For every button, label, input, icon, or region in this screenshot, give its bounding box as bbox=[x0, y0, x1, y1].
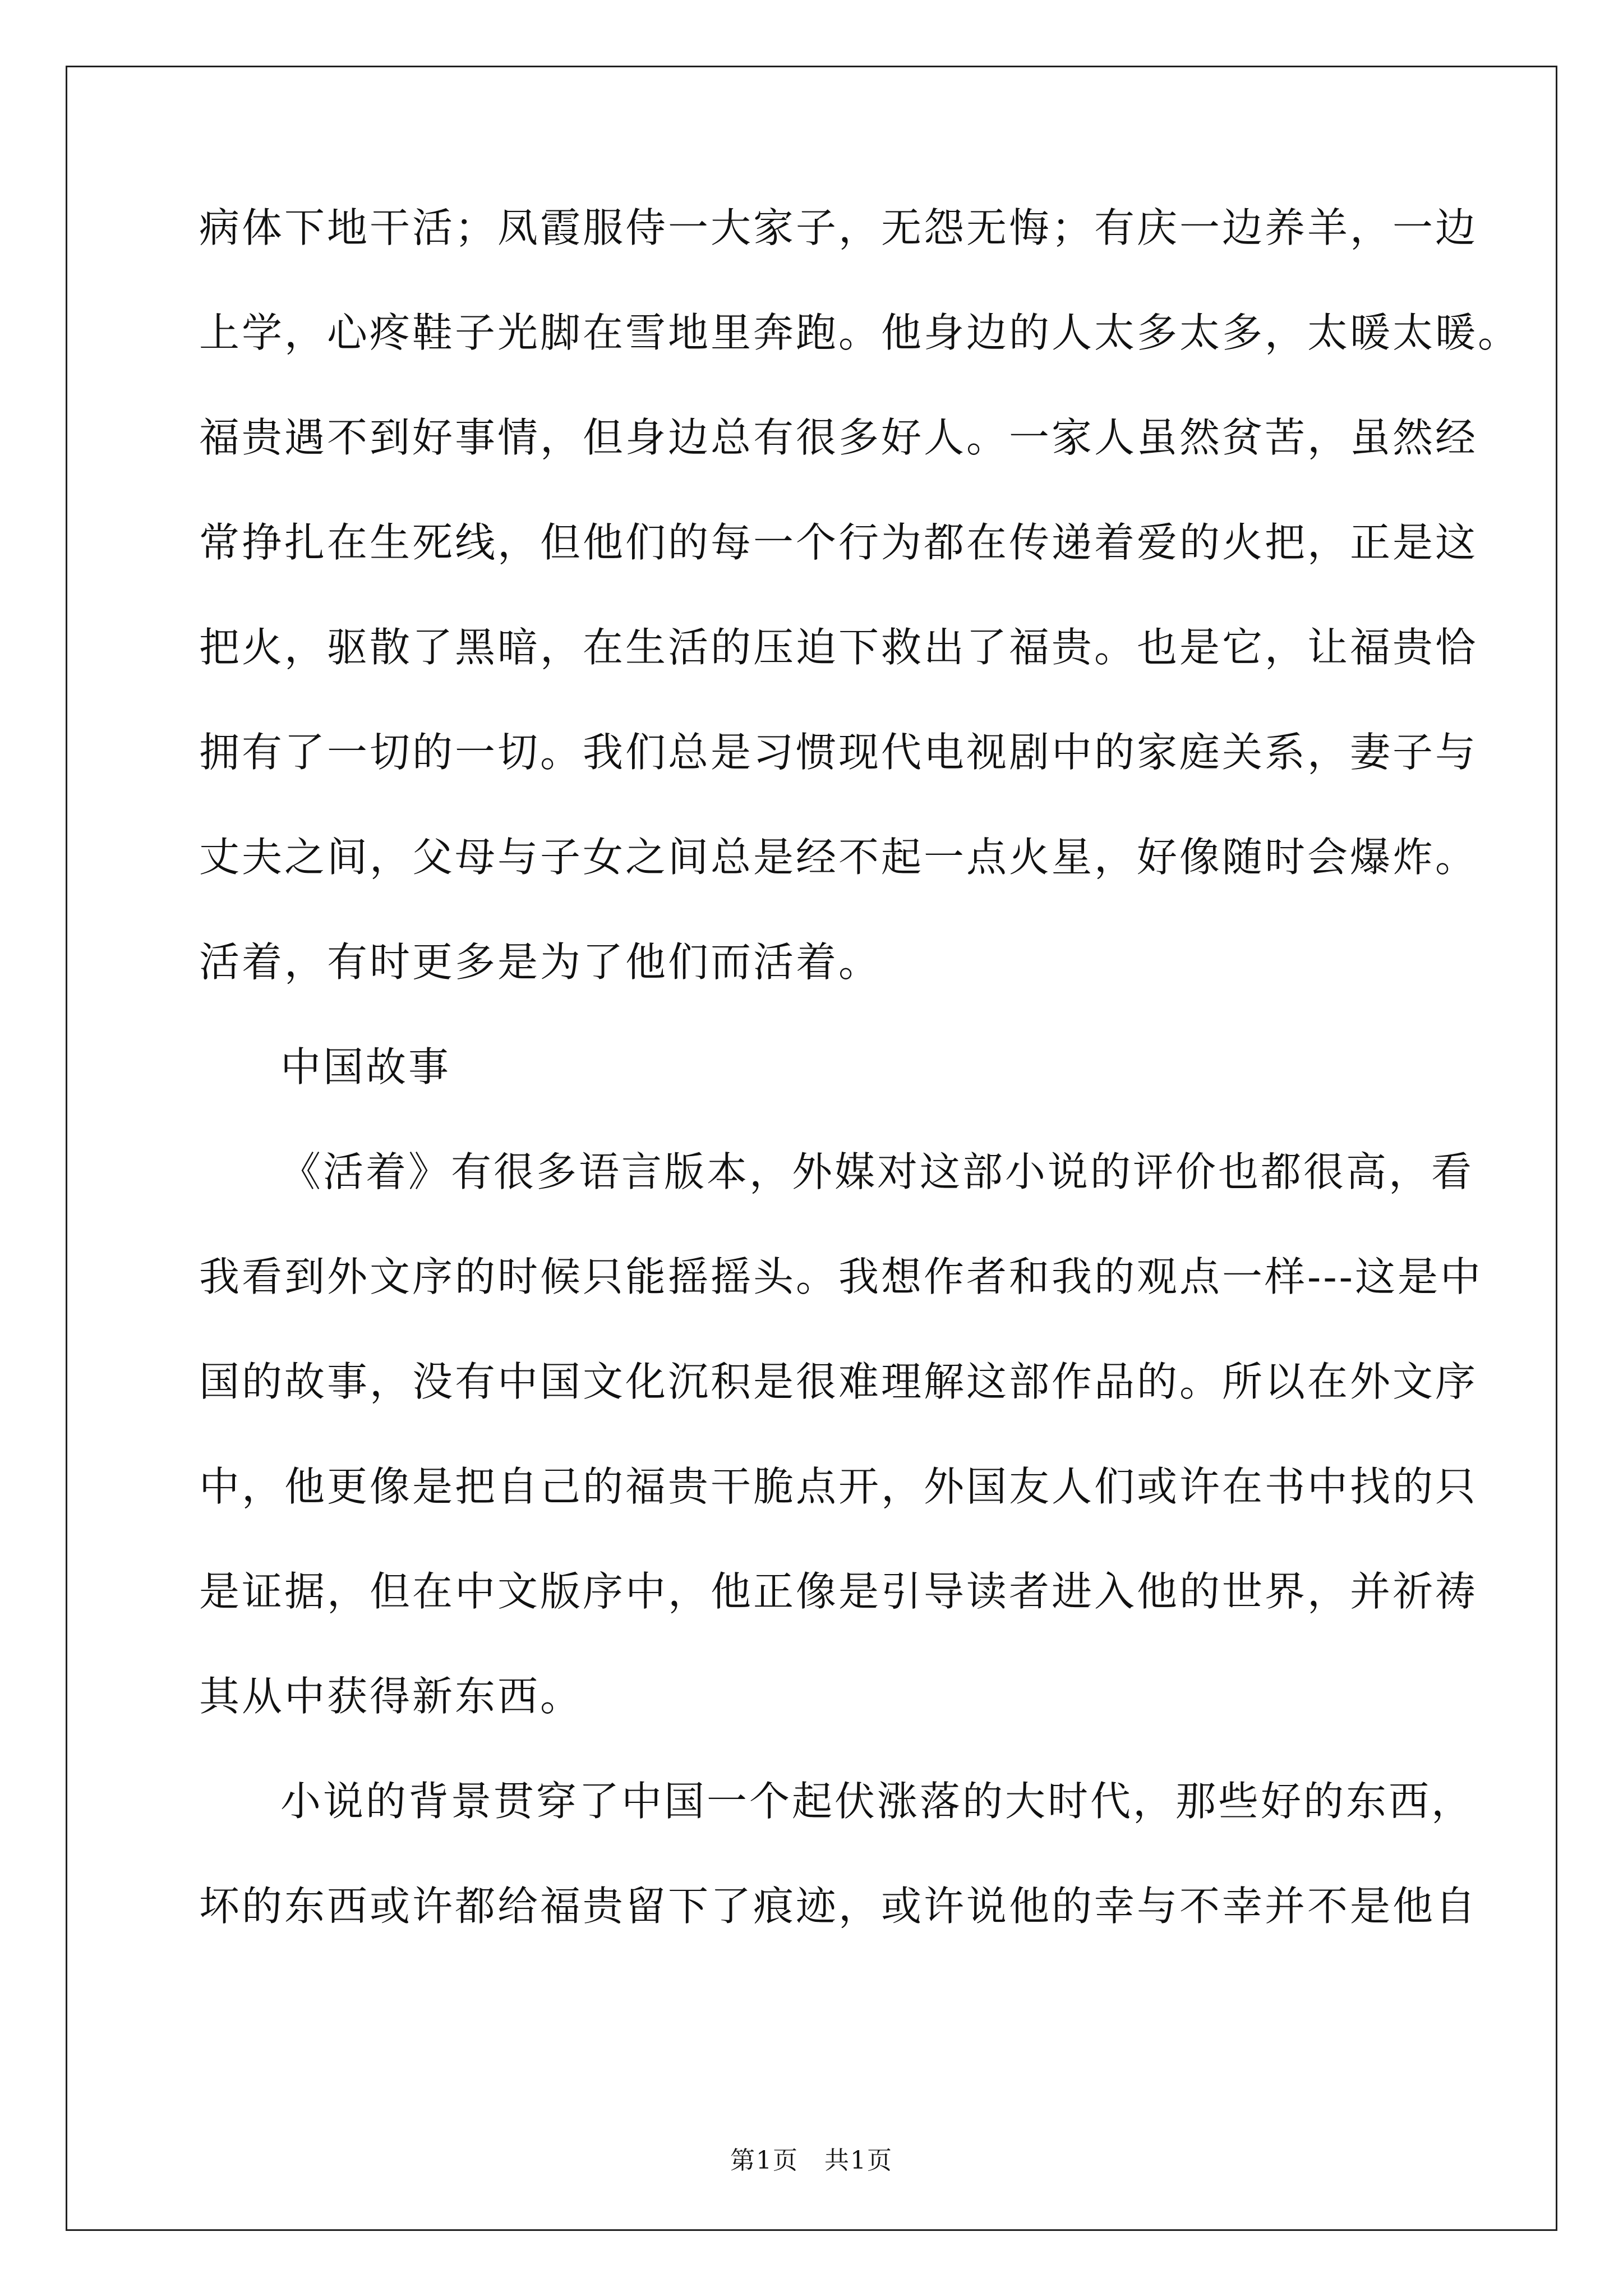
text-line: 丈夫之间，父母与子女之间总是经不起一点火星，好像随时会爆炸。 bbox=[199, 834, 1478, 881]
text-line: 是证据，但在中文版序中，他正像是引导读者进入他的世界，并祈祷 bbox=[199, 1568, 1478, 1615]
page-number: 第1页 共1页 bbox=[730, 2146, 893, 2175]
text-line: 活着，有时更多是为了他们而活着。 bbox=[199, 938, 882, 986]
text-line: 福贵遇不到好事情，但身边总有很多好人。一家人虽然贫苦，虽然经 bbox=[199, 414, 1478, 461]
text-line: 把火，驱散了黑暗，在生活的压迫下救出了福贵。也是它，让福贵恰 bbox=[199, 624, 1478, 671]
text-line: 《活着》有很多语言版本，外媒对这部小说的评价也都很高，看 bbox=[280, 1148, 1474, 1195]
text-line: 拥有了一切的一切。我们总是习惯现代电视剧中的家庭关系，妻子与 bbox=[199, 729, 1478, 776]
text-line: 上学，心疼鞋子光脚在雪地里奔跑。他身边的人太多太多，太暖太暖。 bbox=[199, 309, 1521, 356]
text-line: 其从中获得新东西。 bbox=[199, 1673, 583, 1720]
text-line: 病体下地干活；凤霞服侍一大家子，无怨无悔；有庆一边养羊，一边 bbox=[199, 204, 1478, 251]
text-line: 常挣扎在生死线，但他们的每一个行为都在传递着爱的火把，正是这 bbox=[199, 519, 1478, 566]
text-line: 国的故事，没有中国文化沉积是很难理解这部作品的。所以在外文序 bbox=[199, 1358, 1478, 1405]
text-line: 小说的背景贯穿了中国一个起伏涨落的大时代，那些好的东西， bbox=[280, 1778, 1474, 1825]
text-line: 坏的东西或许都给福贵留下了痕迹，或许说他的幸与不幸并不是他自 bbox=[199, 1883, 1478, 1930]
text-line: 中，他更像是把自己的福贵干脆点开，外国友人们或许在书中找的只 bbox=[199, 1463, 1478, 1510]
text-line: 我看到外文序的时候只能摇摇头。我想作者和我的观点一样---这是中 bbox=[199, 1253, 1483, 1300]
section-heading: 中国故事 bbox=[280, 1043, 451, 1091]
